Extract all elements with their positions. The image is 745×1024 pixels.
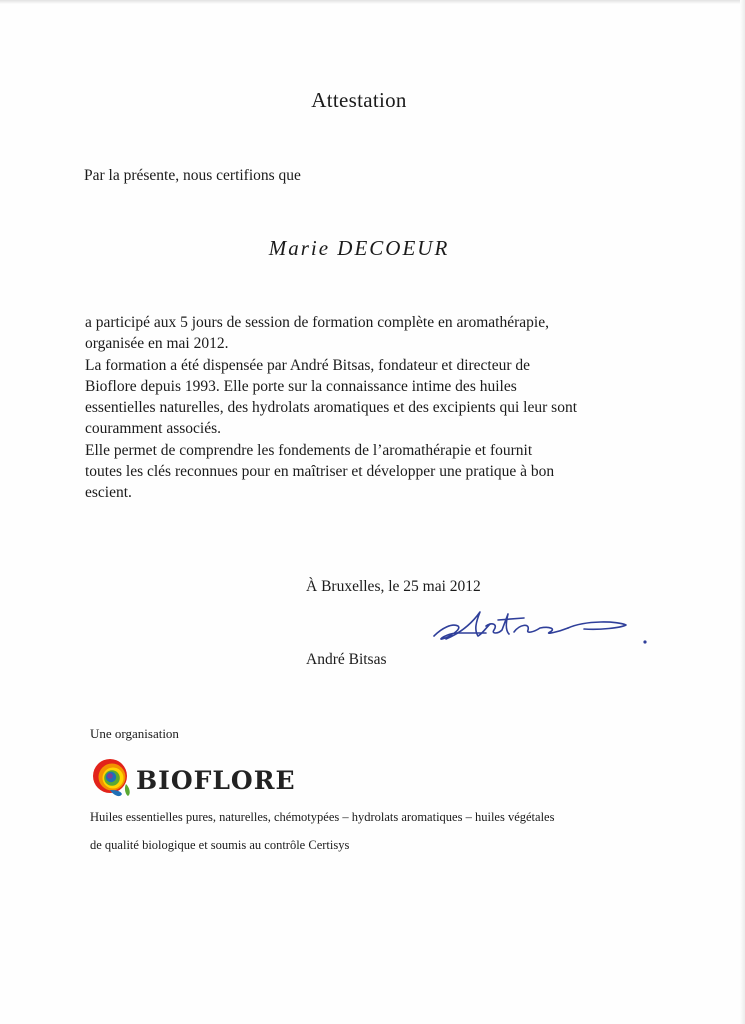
body-line: essentielles naturelles, des hydrolats aromatiques et des excipients qui leur sont bbox=[85, 399, 577, 417]
recipient-name: Marie DECOEUR bbox=[268, 236, 450, 260]
body-line: Elle permet de comprendre les fondements de l’aromathérapie et fournit bbox=[85, 441, 533, 459]
body-line: a participé aux 5 jours de session de formation complète en aromathérapie, bbox=[85, 314, 549, 331]
signature-image bbox=[428, 606, 658, 656]
document-title: Attestation bbox=[311, 88, 407, 112]
body-line: Bioflore depuis 1993. Elle porte sur la connaissance intime des huiles bbox=[85, 377, 517, 395]
body-line: couramment associés. bbox=[85, 420, 222, 438]
organization-label: Une organisation bbox=[90, 726, 179, 741]
body-line: La formation a été dispensée par André Bitsas, fondateur et directeur de bbox=[85, 356, 531, 374]
bioflore-logo bbox=[90, 756, 296, 800]
organization-tagline-line-2: de qualité biologique et soumis au contrôle Certisys bbox=[90, 838, 350, 852]
place-and-date: À Bruxelles, le 25 mai 2012 bbox=[306, 578, 481, 595]
body-line: escient. bbox=[85, 484, 132, 502]
scan-edge-right bbox=[740, 0, 745, 1024]
body-line: organisée en mai 2012. bbox=[85, 335, 229, 353]
organization-tagline-line-1: Huiles essentielles pures, naturelles, chémotypées – hydrolats aromatiques – huiles végétales bbox=[90, 810, 555, 824]
bioflore-spiral-logo-icon bbox=[90, 756, 134, 800]
scan-edge-top bbox=[0, 0, 745, 4]
body-line: toutes les clés reconnues pour en maîtriser et développer une pratique à bon bbox=[85, 463, 555, 481]
signatory-name: André Bitsas bbox=[306, 651, 387, 668]
intro-sentence: Par la présente, nous certifions que bbox=[84, 167, 301, 184]
body-text bbox=[85, 312, 655, 504]
bioflore-wordmark: BIOFLORE bbox=[136, 765, 296, 795]
